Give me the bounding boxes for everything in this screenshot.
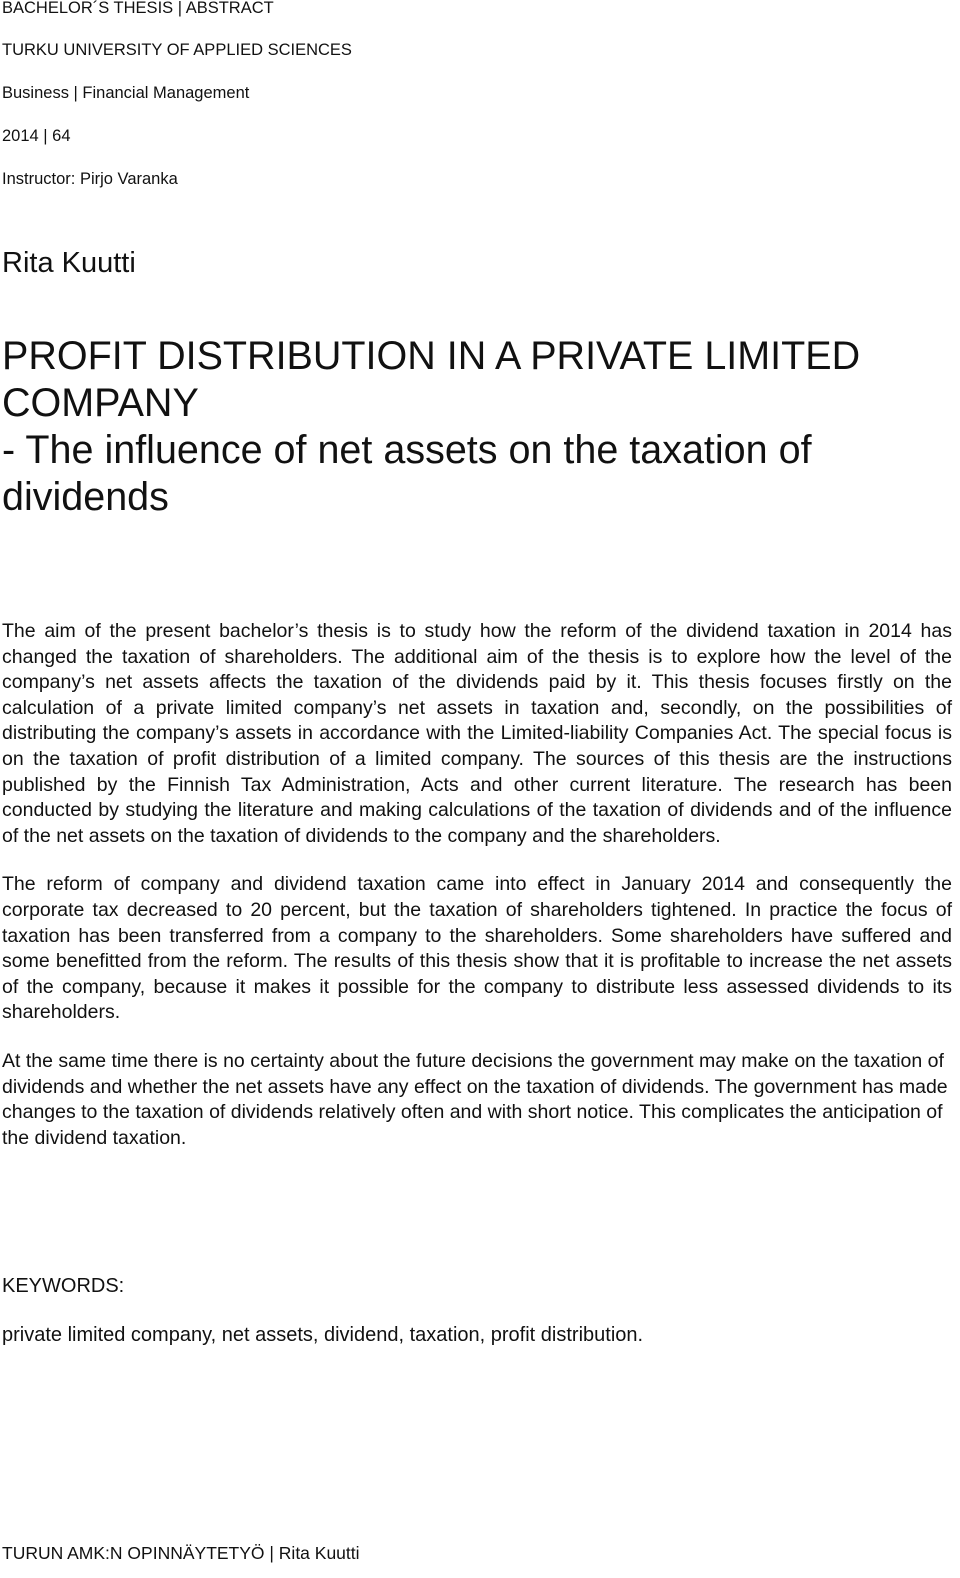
page-footer: TURUN AMK:N OPINNÄYTETYÖ | Rita Kuutti [2, 1543, 360, 1563]
abstract-paragraph-2: The reform of company and dividend taxation came into effect in January 2014 and consequently the corporate tax decreased to 20 percent, but the taxation of shareholders tightened. In practice the focus of taxation has been transferred from a company to the shareholders. Some shareholders have suffered and some benefitted from the reform. The results of this thesis show that it is profitable to increase the net assets of the company, because it makes it possible for the company to distribute less assessed dividends to its shareholders. [2, 873, 952, 1024]
instructor: Instructor: Pirjo Varanka [2, 170, 178, 188]
abstract-paragraph-1: The aim of the present bachelor’s thesis is to study how the reform of the dividend taxation in 2014 has changed the taxation of shareholders. The additional aim of the thesis is to explore how the level of the company’s net assets affects the taxation of the dividends paid by it. This thesis focuses firstly on the calculation of a private limited company’s net assets in taxation and, secondly, on the possibilities of distributing the company’s assets in accordance with the Limited-liability Companies Act. The special focus is on the taxation of profit distribution of a limited company. The sources of this thesis are the instructions published by the Finnish Tax Administration, Acts and other current literature. The research has been conducted by studying the literature and making calculations of the taxation of dividends and of the influence of the net assets on the taxation of dividends to the company and the shareholders. [2, 620, 952, 847]
abstract-paragraph-3: At the same time there is no certainty about the future decisions the government may make on the taxation of dividends and whether the net assets have any effect on the taxation of dividends. The government has made changes to the taxation of dividends relatively often and with short notice. This complicates the anticipation of the dividend taxation. [2, 1049, 948, 1149]
year-and-pages: 2014 | 64 [2, 127, 71, 145]
author-name: Rita Kuutti [2, 247, 136, 279]
degree-programme: Business | Financial Management [2, 84, 250, 102]
abstract-body [2, 619, 952, 1174]
title-line-3: - The influence of net assets on the taxation of [2, 428, 812, 472]
title-line-4: dividends [2, 475, 169, 519]
keywords-list: private limited company, net assets, dividend, taxation, profit distribution. [2, 1324, 644, 1346]
keywords-heading: KEYWORDS: [2, 1275, 125, 1297]
title-line-2: COMPANY [2, 381, 199, 425]
title-line-1: PROFIT DISTRIBUTION IN A PRIVATE LIMITED [2, 334, 861, 378]
thesis-title [2, 333, 952, 521]
thesis-type: BACHELOR´S THESIS | ABSTRACT [2, 0, 274, 17]
university-name: TURKU UNIVERSITY OF APPLIED SCIENCES [2, 41, 352, 59]
